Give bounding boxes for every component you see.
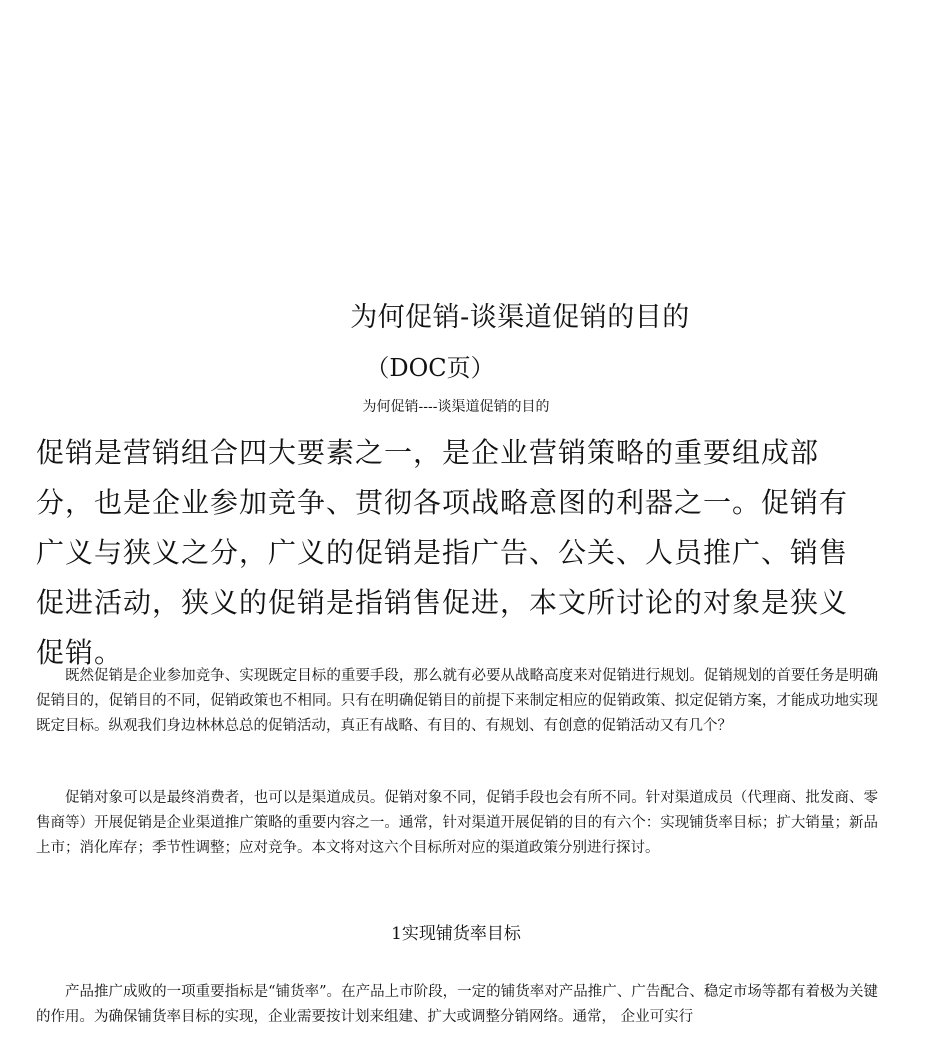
body-paragraph-1: 既然促销是企业参加竞争、实现既定目标的重要手段，那么就有必要从战略高度来对促销进行规划。促销规划的首要任务是明确促销目的，促销目的不同，促销政策也不相同。只有在明确促销目的前提下来制定相应的促销政策、拟定促销方案，才能成功地实现既定目标。纵观我们身边林林总总的促销活动，真正有战略、有目的、有规划、有创意的促销活动又有几个？	[36, 668, 878, 734]
body-paragraph-2: 促销对象可以是最终消费者，也可以是渠道成员。促销对象不同，促销手段也会有所不同。针对渠道成员（代理商、批发商、零售商等）开展促销是企业渠道推广策略的重要内容之一。通常，针对渠道开展促销的目的有六个：实现铺货率目标；扩大销量；新品上市；消化库存；季节性调整；应对竞争。本文将对这六个目标所对应的渠道政策分别进行探讨。	[36, 790, 878, 856]
document-title-subtitle: （DOC页）	[365, 354, 495, 382]
document-title: 为何促销-谈渠道促销的目的	[350, 302, 690, 333]
article-heading: 为何促销----谈渠道促销的目的	[362, 399, 550, 415]
section-heading-1: 1实现铺货率目标	[391, 924, 521, 944]
body-paragraph-3: 产品推广成败的一项重要指标是“铺货率”。在产品上市阶段，一定的铺货率对产品推广、广告配合、稳定市场等都有着极为关键的作用。为确保铺货率目标的实现，企业需要按计划来组建、扩大或调整分销网络。通常， 企业可实行	[36, 984, 878, 1025]
lead-paragraph: 促销是营销组合四大要素之一，是企业营销策略的重要组成部分，也是企业参加竞争、贯彻各项战略意图的利器之一。促销有广义与狭义之分，广义的促销是指广告、公关、人员推广、销售促进活动，狭义的促销是指销售促进，本文所讨论的对象是狭义促销。	[36, 436, 849, 669]
